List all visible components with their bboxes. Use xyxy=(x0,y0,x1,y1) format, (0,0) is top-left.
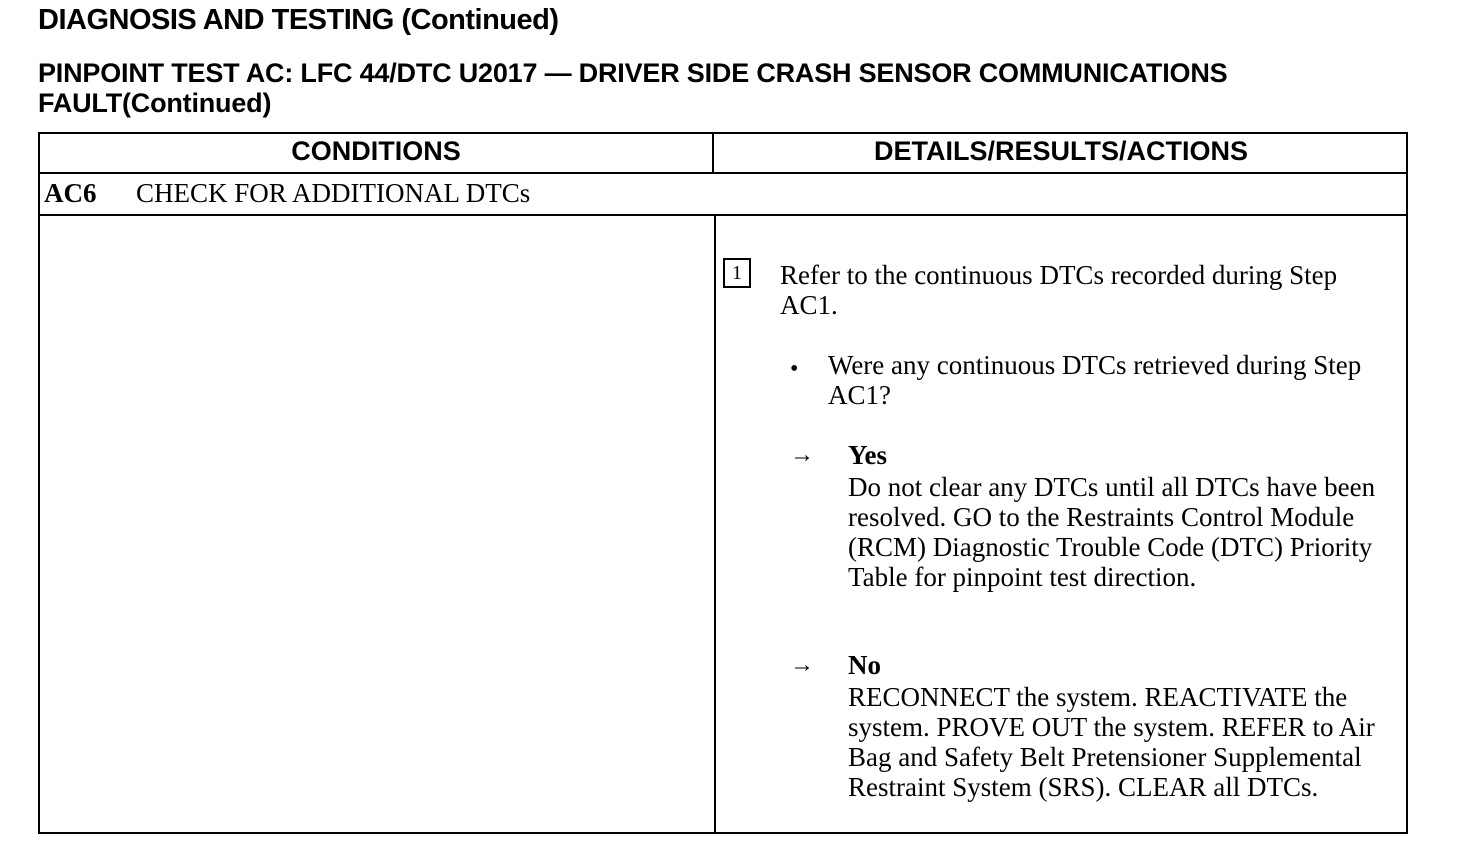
yes-label: Yes xyxy=(848,440,887,470)
no-label: No xyxy=(848,650,881,680)
column-divider-top xyxy=(712,134,714,174)
instruction-text: Refer to the continuous DTCs recorded during Step AC1. xyxy=(780,260,1338,320)
section-header: DIAGNOSIS AND TESTING (Continued) xyxy=(38,4,559,36)
step-divider xyxy=(40,214,1406,216)
step-row xyxy=(44,178,530,209)
column-divider-body xyxy=(714,216,716,832)
conditions-column-header: CONDITIONS xyxy=(291,136,461,166)
yes-action-text: Do not clear any DTCs until all DTCs have been resolved. GO to the Restraints Control Module (RCM) Diagnostic Trouble Code (DTC) Priority Table for pinpoint test direction. xyxy=(848,472,1376,592)
yes-arrow-icon: → xyxy=(790,442,814,468)
bullet-icon: • xyxy=(790,356,799,382)
no-arrow-icon: → xyxy=(790,652,814,678)
pinpoint-test-title: PINPOINT TEST AC: LFC 44/DTC U2017 — DRIVER SIDE CRASH SENSOR COMMUNICATIONS FAULT(Continued) xyxy=(38,58,1228,118)
question-text: Were any continuous DTCs retrieved during Step AC1? xyxy=(828,350,1362,410)
step-id: AC6 xyxy=(44,178,97,208)
details-column-header: DETAILS/RESULTS/ACTIONS xyxy=(873,136,1248,166)
step-title: CHECK FOR ADDITIONAL DTCs xyxy=(136,178,531,208)
header-divider xyxy=(40,172,1406,174)
item-number-box: 1 xyxy=(723,258,751,288)
pinpoint-table xyxy=(38,132,1408,834)
no-action-text: RECONNECT the system. REACTIVATE the system. PROVE OUT the system. REFER to Air Bag and Safety Belt Pretensioner Supplemental Restraint System (SRS). CLEAR all DTCs. xyxy=(848,682,1375,802)
